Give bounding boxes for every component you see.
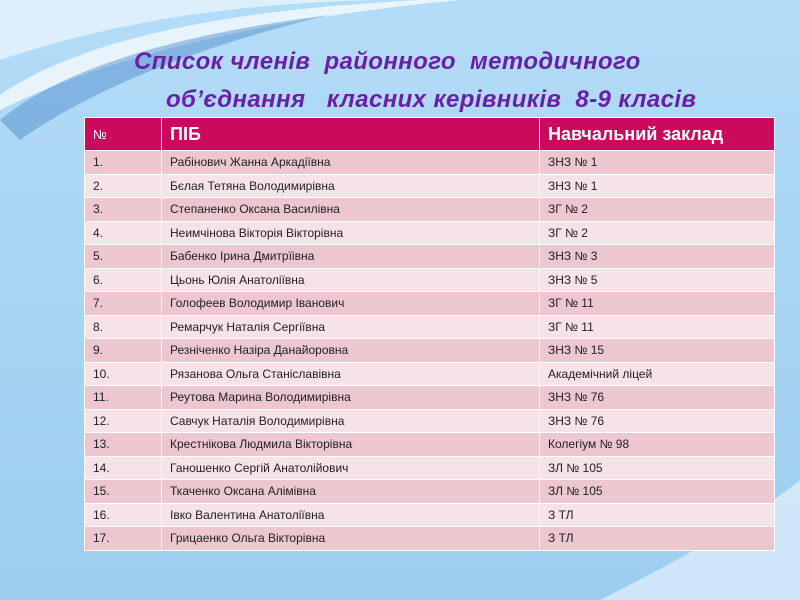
cell-school: ЗНЗ № 5 [540, 268, 775, 292]
cell-number: 11. [85, 386, 162, 410]
cell-number: 6. [85, 268, 162, 292]
cell-number: 10. [85, 362, 162, 386]
cell-number: 15. [85, 480, 162, 504]
cell-number: 5. [85, 245, 162, 269]
cell-number: 13. [85, 433, 162, 457]
cell-name: Неимчінова Вікторія Вікторівна [162, 221, 540, 245]
cell-number: 4. [85, 221, 162, 245]
cell-name: Бєлая Тетяна Володимирівна [162, 174, 540, 198]
cell-number: 14. [85, 456, 162, 480]
header-name: ПІБ [162, 118, 540, 151]
cell-number: 9. [85, 339, 162, 363]
table-row [85, 292, 775, 316]
table-row [85, 527, 775, 551]
table-row [85, 339, 775, 363]
table-header-row [85, 118, 775, 151]
cell-school: ЗЛ № 105 [540, 480, 775, 504]
cell-name: Степаненко Оксана Василівна [162, 198, 540, 222]
cell-school: ЗНЗ № 76 [540, 409, 775, 433]
members-table [84, 117, 775, 551]
cell-name: Рабінович Жанна Аркадіївна [162, 151, 540, 175]
table-row [85, 362, 775, 386]
cell-school: ЗГ № 2 [540, 198, 775, 222]
cell-name: Ремарчук Наталія Сергіївна [162, 315, 540, 339]
cell-school: ЗГ № 11 [540, 315, 775, 339]
cell-name: Реутова Марина Володимирівна [162, 386, 540, 410]
cell-school: ЗГ № 2 [540, 221, 775, 245]
cell-name: Голофеев Володимир Іванович [162, 292, 540, 316]
cell-number: 2. [85, 174, 162, 198]
table-row [85, 221, 775, 245]
cell-school: ЗНЗ № 1 [540, 174, 775, 198]
cell-school: ЗНЗ № 1 [540, 151, 775, 175]
cell-school: Колегіум № 98 [540, 433, 775, 457]
cell-name: Грицаенко Ольга Вікторівна [162, 527, 540, 551]
cell-school: ЗНЗ № 76 [540, 386, 775, 410]
cell-number: 1. [85, 151, 162, 175]
cell-number: 17. [85, 527, 162, 551]
table-row [85, 245, 775, 269]
cell-name: Івко Валентина Анатоліївна [162, 503, 540, 527]
table-row [85, 480, 775, 504]
table-row [85, 386, 775, 410]
title-line-2: об’єднання класних керівників 8-9 класів [166, 86, 697, 113]
cell-school: ЗЛ № 105 [540, 456, 775, 480]
header-number: № [85, 118, 162, 151]
table-row [85, 315, 775, 339]
table-row [85, 503, 775, 527]
cell-name: Резніченко Назіра Данайоровна [162, 339, 540, 363]
table-row [85, 456, 775, 480]
table-row [85, 268, 775, 292]
cell-school: ЗГ № 11 [540, 292, 775, 316]
cell-school: ЗНЗ № 15 [540, 339, 775, 363]
table-row [85, 198, 775, 222]
cell-name: Крестнікова Людмила Вікторівна [162, 433, 540, 457]
cell-school: З ТЛ [540, 503, 775, 527]
cell-number: 7. [85, 292, 162, 316]
cell-number: 16. [85, 503, 162, 527]
cell-school: З ТЛ [540, 527, 775, 551]
cell-name: Цьонь Юлія Анатоліївна [162, 268, 540, 292]
cell-number: 12. [85, 409, 162, 433]
table-row [85, 151, 775, 175]
cell-school: ЗНЗ № 3 [540, 245, 775, 269]
cell-name: Бабенко Ірина Дмитрїівна [162, 245, 540, 269]
cell-number: 8. [85, 315, 162, 339]
cell-name: Савчук Наталія Володимирівна [162, 409, 540, 433]
header-school: Навчальний заклад [540, 118, 775, 151]
table-row [85, 409, 775, 433]
cell-school: Академічний ліцей [540, 362, 775, 386]
table-row [85, 174, 775, 198]
title-line-1: Список членів районного методичного [134, 48, 641, 75]
cell-name: Ганошенко Сергій Анатолійович [162, 456, 540, 480]
cell-number: 3. [85, 198, 162, 222]
cell-name: Ткаченко Оксана Алімівна [162, 480, 540, 504]
table-row [85, 433, 775, 457]
cell-name: Рязанова Ольга Станіславівна [162, 362, 540, 386]
